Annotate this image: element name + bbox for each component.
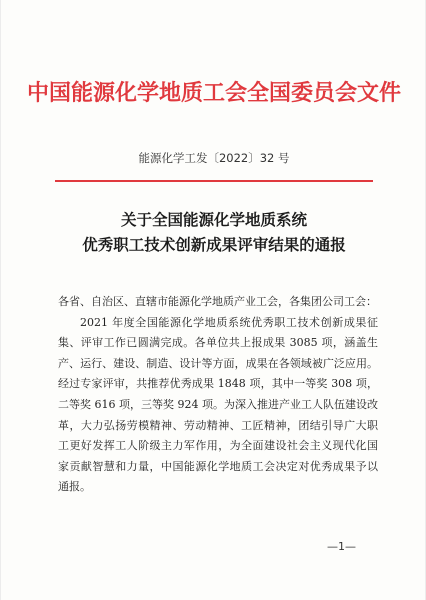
page-number: —1—: [327, 540, 356, 553]
issuer-header-title: 中国能源化学地质工会全国委员会文件: [26, 80, 401, 106]
body-line: 集、评审工作已圆满完成。各单位共上报成果 3085 项，涵盖生: [58, 336, 378, 350]
red-separator-line: [55, 180, 373, 182]
body-line: 二等奖 616 项，三等奖 924 项。为深入推进产业工人队伍建设改: [58, 397, 378, 411]
notice-title: [1, 207, 426, 257]
notice-title-line-1: 关于全国能源化学地质系统: [120, 210, 307, 229]
document-number: 能源化学工发〔2022〕32 号: [138, 151, 290, 165]
body-line: 革，大力弘扬劳模精神、劳动精神、工匠精神，团结引导广大职: [58, 418, 378, 432]
addressee-line: 各省、自治区、直辖市能源化学地质产业工会，各集团公司工会：: [58, 295, 377, 308]
body-line: 2021 年度全国能源化学地质系统优秀职工技术创新成果征: [80, 315, 378, 329]
body-line: 产、运行、建设、制造、设计等方面，成果在各领域被广泛应用。: [58, 356, 378, 370]
body-line: 工更好发挥工人阶级主力军作用，为全面建设社会主义现代化国: [58, 439, 378, 453]
body-line-final: 通报。: [58, 480, 91, 494]
body-line: 经过专家评审，共推荐优秀成果 1848 项，其中一等奖 308 项，: [58, 377, 378, 391]
notice-body: [58, 292, 378, 498]
notice-title-line-2: 优秀职工技术创新成果评审结果的通报: [82, 235, 346, 254]
body-line: 家贡献智慧和力量，中国能源化学地质工会决定对优秀成果予以: [58, 459, 378, 473]
